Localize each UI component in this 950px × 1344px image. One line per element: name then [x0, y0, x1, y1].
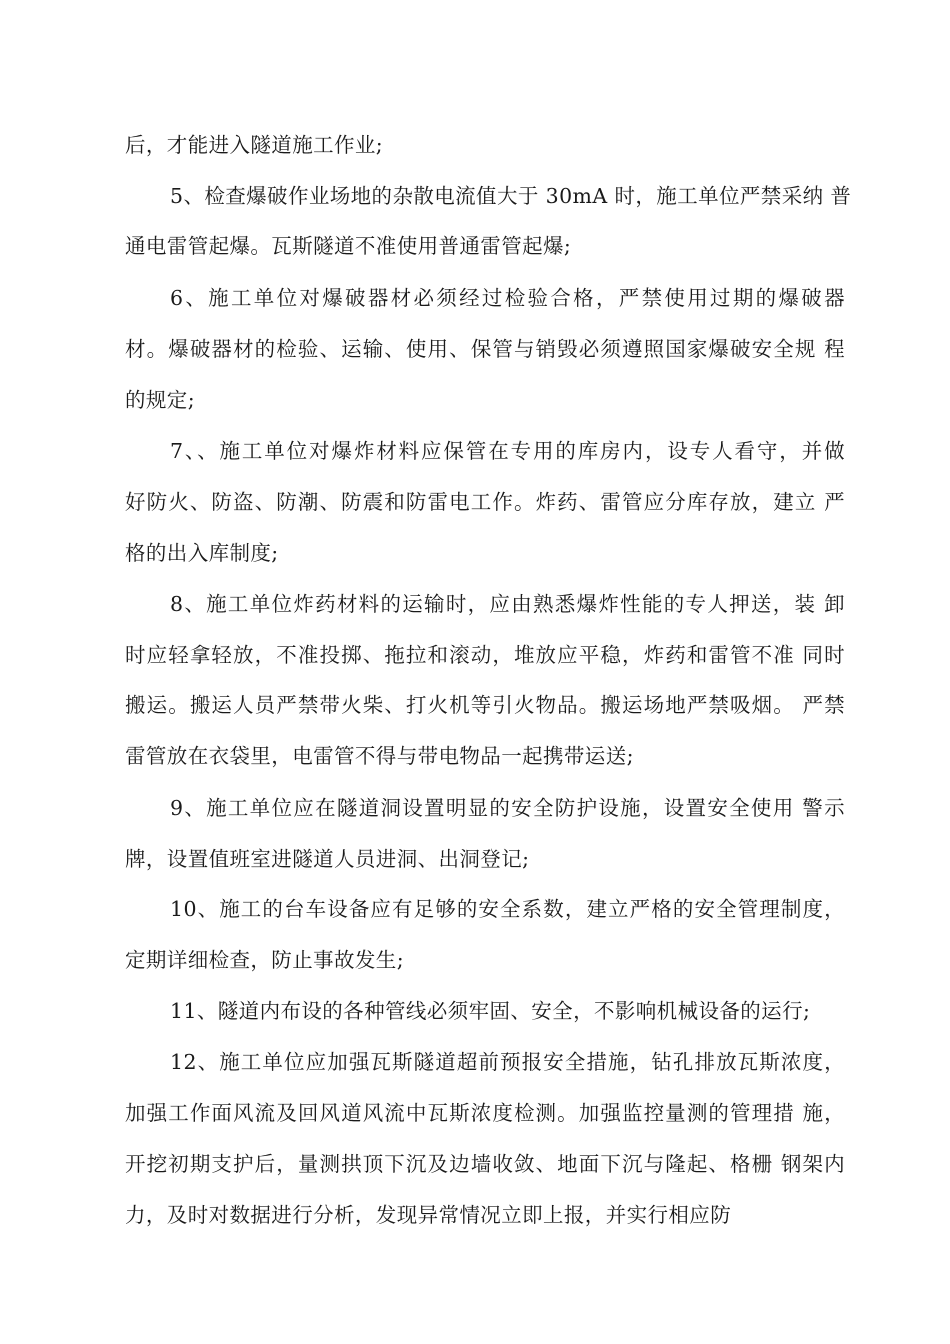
text-line: 9、施工单位应在隧道洞设置明显的安全防护设施，设置安全使用 警示 [170, 796, 845, 820]
text-line: 好防火、防盗、防潮、防震和防雷电工作。炸药、雷管应分库存放，建立 严 [125, 490, 845, 514]
text-line: 5、检查爆破作业场地的杂散电流值大于 30mA 时，施工单位严禁采纳 普 [170, 184, 852, 208]
text-line: 牌，设置值班室进隧道人员进洞、出洞登记; [125, 847, 530, 871]
text-line: 雷管放在衣袋里，电雷管不得与带电物品一起携带运送; [125, 744, 634, 768]
text-line: 搬运。搬运人员严禁带火柴、打火机等引火物品。搬运场地严禁吸烟。 严禁 [125, 693, 845, 717]
text-line: 后，才能进入隧道施工作业; [125, 133, 384, 157]
text-line: 加强工作面风流及回风道风流中瓦斯浓度检测。加强监控量测的管理措 施， [125, 1101, 845, 1125]
text-line: 时应轻拿轻放，不准投掷、拖拉和滚动，堆放应平稳，炸药和雷管不准 同时 [125, 643, 845, 667]
text-line: 12、施工单位应加强瓦斯隧道超前预报安全措施，钻孔排放瓦斯浓度， [170, 1050, 845, 1074]
text-line: 10、施工的台车设备应有足够的安全系数，建立严格的安全管理制度， [170, 897, 845, 921]
text-line: 8、施工单位炸药材料的运输时，应由熟悉爆炸性能的专人押送，装 卸 [170, 592, 845, 616]
text-line: 7、、施工单位对爆炸材料应保管在专用的库房内，设专人看守，并做 [170, 439, 845, 463]
text-line: 的规定; [125, 388, 196, 412]
text-line: 11、隧道内布设的各种管线必须牢固、安全，不影响机械设备的运行; [170, 999, 811, 1023]
text-line: 定期详细检查，防止事故发生; [125, 948, 405, 972]
text-line: 开挖初期支护后，量测拱顶下沉及边墙收敛、地面下沉与隆起、格栅 钢架内 [125, 1152, 845, 1176]
text-line: 通电雷管起爆。瓦斯隧道不准使用普通雷管起爆; [125, 234, 572, 258]
text-line: 6、施工单位对爆破器材必须经过检验合格，严禁使用过期的爆破器 [170, 286, 845, 310]
text-line: 格的出入库制度; [125, 541, 279, 565]
text-line: 材。爆破器材的检验、运输、使用、保管与销毁必须遵照国家爆破安全规 程 [125, 337, 845, 361]
text-line: 力，及时对数据进行分析，发现异常情况立即上报，并实行相应防 [125, 1203, 732, 1227]
